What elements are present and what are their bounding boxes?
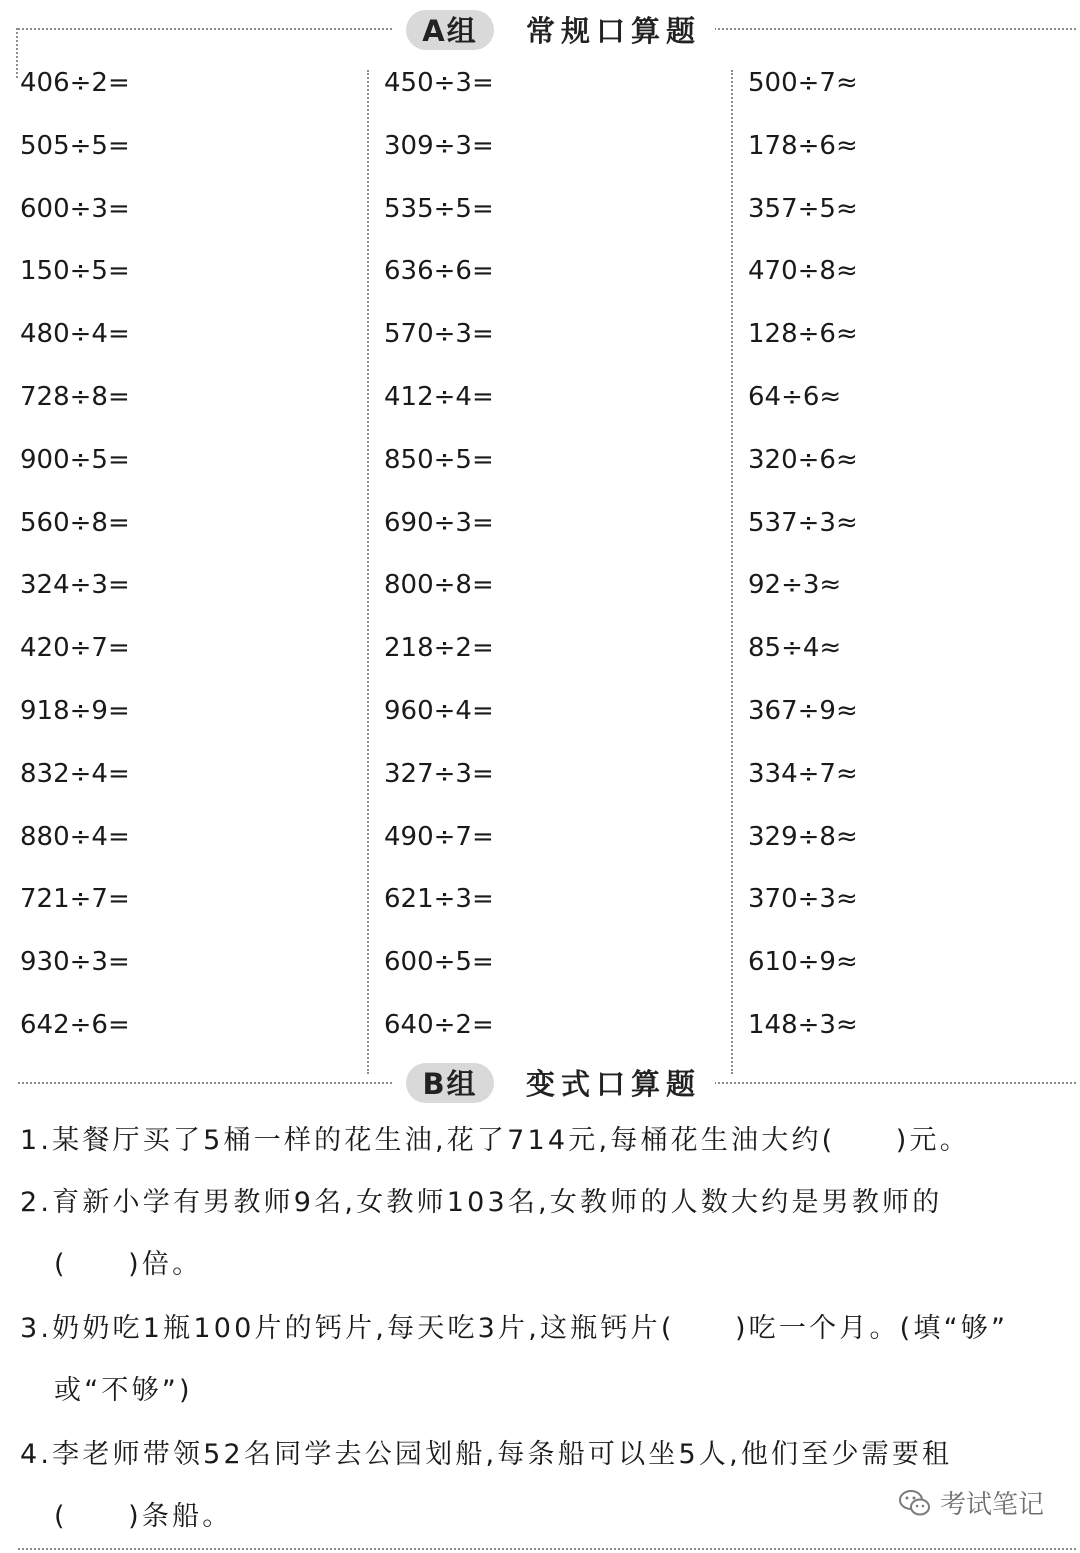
watermark [898,1484,1044,1521]
equation: 610÷9≈ [748,947,858,978]
wechat-icon [898,1488,932,1518]
section-a-badge: A组 [406,10,494,50]
equation: 600÷5= [384,947,494,978]
equation: 642÷6= [20,1009,130,1040]
equation: 420÷7= [20,633,130,664]
word-problem-text: 4.李老师带领52名同学去公园划船,每条船可以坐5人,他们至少需要租 [20,1439,953,1470]
equation: 178÷6≈ [748,130,858,161]
equation: 500÷7≈ [748,68,858,98]
equation: 450÷3= [384,68,494,98]
word-problem-1 [20,1110,1078,1172]
word-problem-3 [20,1298,1078,1422]
equation: 721÷7= [20,884,130,915]
word-problem-text: 2.育新小学有男教师9名,女教师103名,女教师的人数大约是男教师的 [20,1187,943,1218]
equation: 218÷2= [384,633,494,664]
equation: 64÷6≈ [748,381,842,412]
section-a-title: 常规口算题 [526,14,702,48]
equation: 406÷2= [20,68,130,98]
equation-column-2 [384,52,494,1057]
equation: 309÷3= [384,130,494,161]
equation: 570÷3= [384,319,494,350]
equation: 505÷5= [20,130,130,161]
equation: 150÷5= [20,256,130,287]
equation: 621÷3= [384,884,494,915]
column-divider-2 [731,70,733,1074]
equation: 560÷8= [20,507,130,538]
equation: 930÷3= [20,947,130,978]
equation: 128÷6≈ [748,319,858,350]
equation: 480÷4= [20,319,130,350]
equation: 490÷7= [384,821,494,852]
equation: 92÷3≈ [748,570,842,601]
section-b-bottom-border [18,1548,1076,1550]
word-problem-2 [20,1172,1078,1296]
equation: 880÷4= [20,821,130,852]
section-a-banner [392,9,715,50]
equation: 412÷4= [384,381,494,412]
equation: 357÷5≈ [748,193,858,224]
section-b-badge: B组 [406,1063,494,1103]
column-divider-1 [367,70,369,1074]
section-b-banner [392,1062,715,1103]
equation: 327÷3= [384,758,494,789]
equation: 334÷7≈ [748,758,858,789]
word-problem-text: 1.某餐厅买了5桶一样的花生油,花了714元,每桶花生油大约( )元。 [20,1125,970,1156]
equation: 535÷5= [384,193,494,224]
equation: 85÷4≈ [748,633,842,664]
section-a-left-border [16,28,18,78]
word-problem-text: 3.奶奶吃1瓶100片的钙片,每天吃3片,这瓶钙片( )吃一个月。(填“够” [20,1313,1009,1344]
equation: 728÷8= [20,381,130,412]
equation: 800÷8= [384,570,494,601]
equation: 850÷5= [384,444,494,475]
watermark-text: 考试笔记 [939,1490,1044,1520]
equation: 640÷2= [384,1009,494,1040]
word-problem-text-continued: ( )倍。 [54,1249,203,1280]
equation: 537÷3≈ [748,507,858,538]
equation: 832÷4= [20,758,130,789]
equation: 960÷4= [384,695,494,726]
word-problem-text-continued: ( )条船。 [54,1501,233,1532]
equation-column-3 [748,52,858,1057]
equation: 148÷3≈ [748,1009,858,1040]
equation: 329÷8≈ [748,821,858,852]
equation: 370÷3≈ [748,884,858,915]
equation: 600÷3= [20,193,130,224]
equation: 470÷8≈ [748,256,858,287]
equation: 320÷6≈ [748,444,858,475]
word-problem-text-continued: 或“不够”) [54,1375,193,1406]
equation: 918÷9= [20,695,130,726]
equation: 690÷3= [384,507,494,538]
equation: 367÷9≈ [748,695,858,726]
equation-column-1 [20,52,130,1057]
section-b-title: 变式口算题 [526,1067,702,1101]
equation: 636÷6= [384,256,494,287]
equation: 324÷3= [20,570,130,601]
equation: 900÷5= [20,444,130,475]
